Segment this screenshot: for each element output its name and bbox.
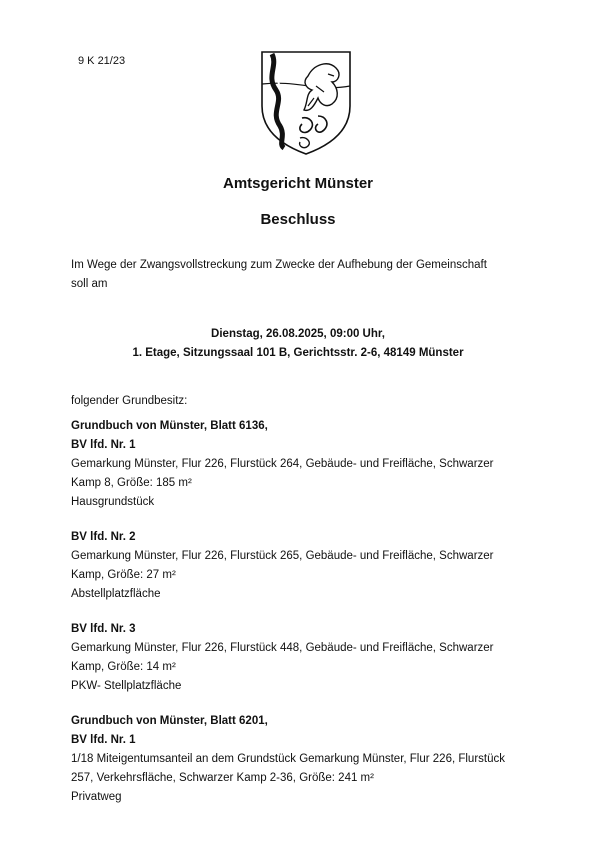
property-block-1 — [71, 417, 541, 512]
parcel-description-cont: Kamp 8, Größe: 185 m² — [71, 477, 192, 489]
intro-line-2: soll am — [71, 278, 108, 290]
parcel-description-cont: Kamp, Größe: 27 m² — [71, 569, 176, 581]
parcel-use: Privatweg — [71, 791, 122, 803]
grundbuch-heading: Grundbuch von Münster, Blatt 6201, — [71, 715, 268, 727]
court-name: Amtsgericht Münster — [222, 175, 374, 192]
coat-of-arms-icon — [258, 46, 354, 156]
intro-line-1: Im Wege der Zwangsvollstreckung zum Zwecke der Aufhebung der Gemeinschaft — [71, 259, 487, 271]
property-block-3 — [71, 620, 541, 696]
hearing-place: 1. Etage, Sitzungssaal 101 B, Gerichtsstr. 2-6, 48149 Münster — [132, 347, 464, 359]
property-list — [71, 417, 541, 807]
parcel-description-cont: 257, Verkehrsfläche, Schwarzer Kamp 2-36, Größe: 241 m² — [71, 772, 374, 784]
parcel-description: Gemarkung Münster, Flur 226, Flurstück 448, Gebäude- und Freifläche, Schwarzer — [71, 642, 494, 654]
property-label: folgender Grundbesitz: — [71, 395, 188, 407]
parcel-use: Abstellplatzfläche — [71, 588, 161, 600]
grundbuch-heading: Grundbuch von Münster, Blatt 6136, — [71, 420, 268, 432]
file-number: 9 K 21/23 — [78, 55, 126, 67]
bv-number: BV lfd. Nr. 1 — [71, 439, 136, 451]
parcel-description: Gemarkung Münster, Flur 226, Flurstück 264, Gebäude- und Freifläche, Schwarzer — [71, 458, 494, 470]
hearing-date: Dienstag, 26.08.2025, 09:00 Uhr, — [211, 328, 385, 340]
bv-number: BV lfd. Nr. 2 — [71, 531, 136, 543]
decision-title: Beschluss — [260, 211, 336, 228]
parcel-use: PKW- Stellplatzfläche — [71, 680, 182, 692]
bv-number: BV lfd. Nr. 3 — [71, 623, 136, 635]
property-block-4 — [71, 712, 541, 807]
hearing-term — [0, 325, 596, 363]
bv-number: BV lfd. Nr. 1 — [71, 734, 136, 746]
parcel-description: 1/18 Miteigentumsanteil an dem Grundstück Gemarkung Münster, Flur 226, Flurstück — [71, 753, 506, 765]
intro-text — [71, 256, 531, 294]
parcel-description-cont: Kamp, Größe: 14 m² — [71, 661, 176, 673]
parcel-description: Gemarkung Münster, Flur 226, Flurstück 265, Gebäude- und Freifläche, Schwarzer — [71, 550, 494, 562]
property-block-2 — [71, 528, 541, 604]
parcel-use: Hausgrundstück — [71, 496, 155, 508]
